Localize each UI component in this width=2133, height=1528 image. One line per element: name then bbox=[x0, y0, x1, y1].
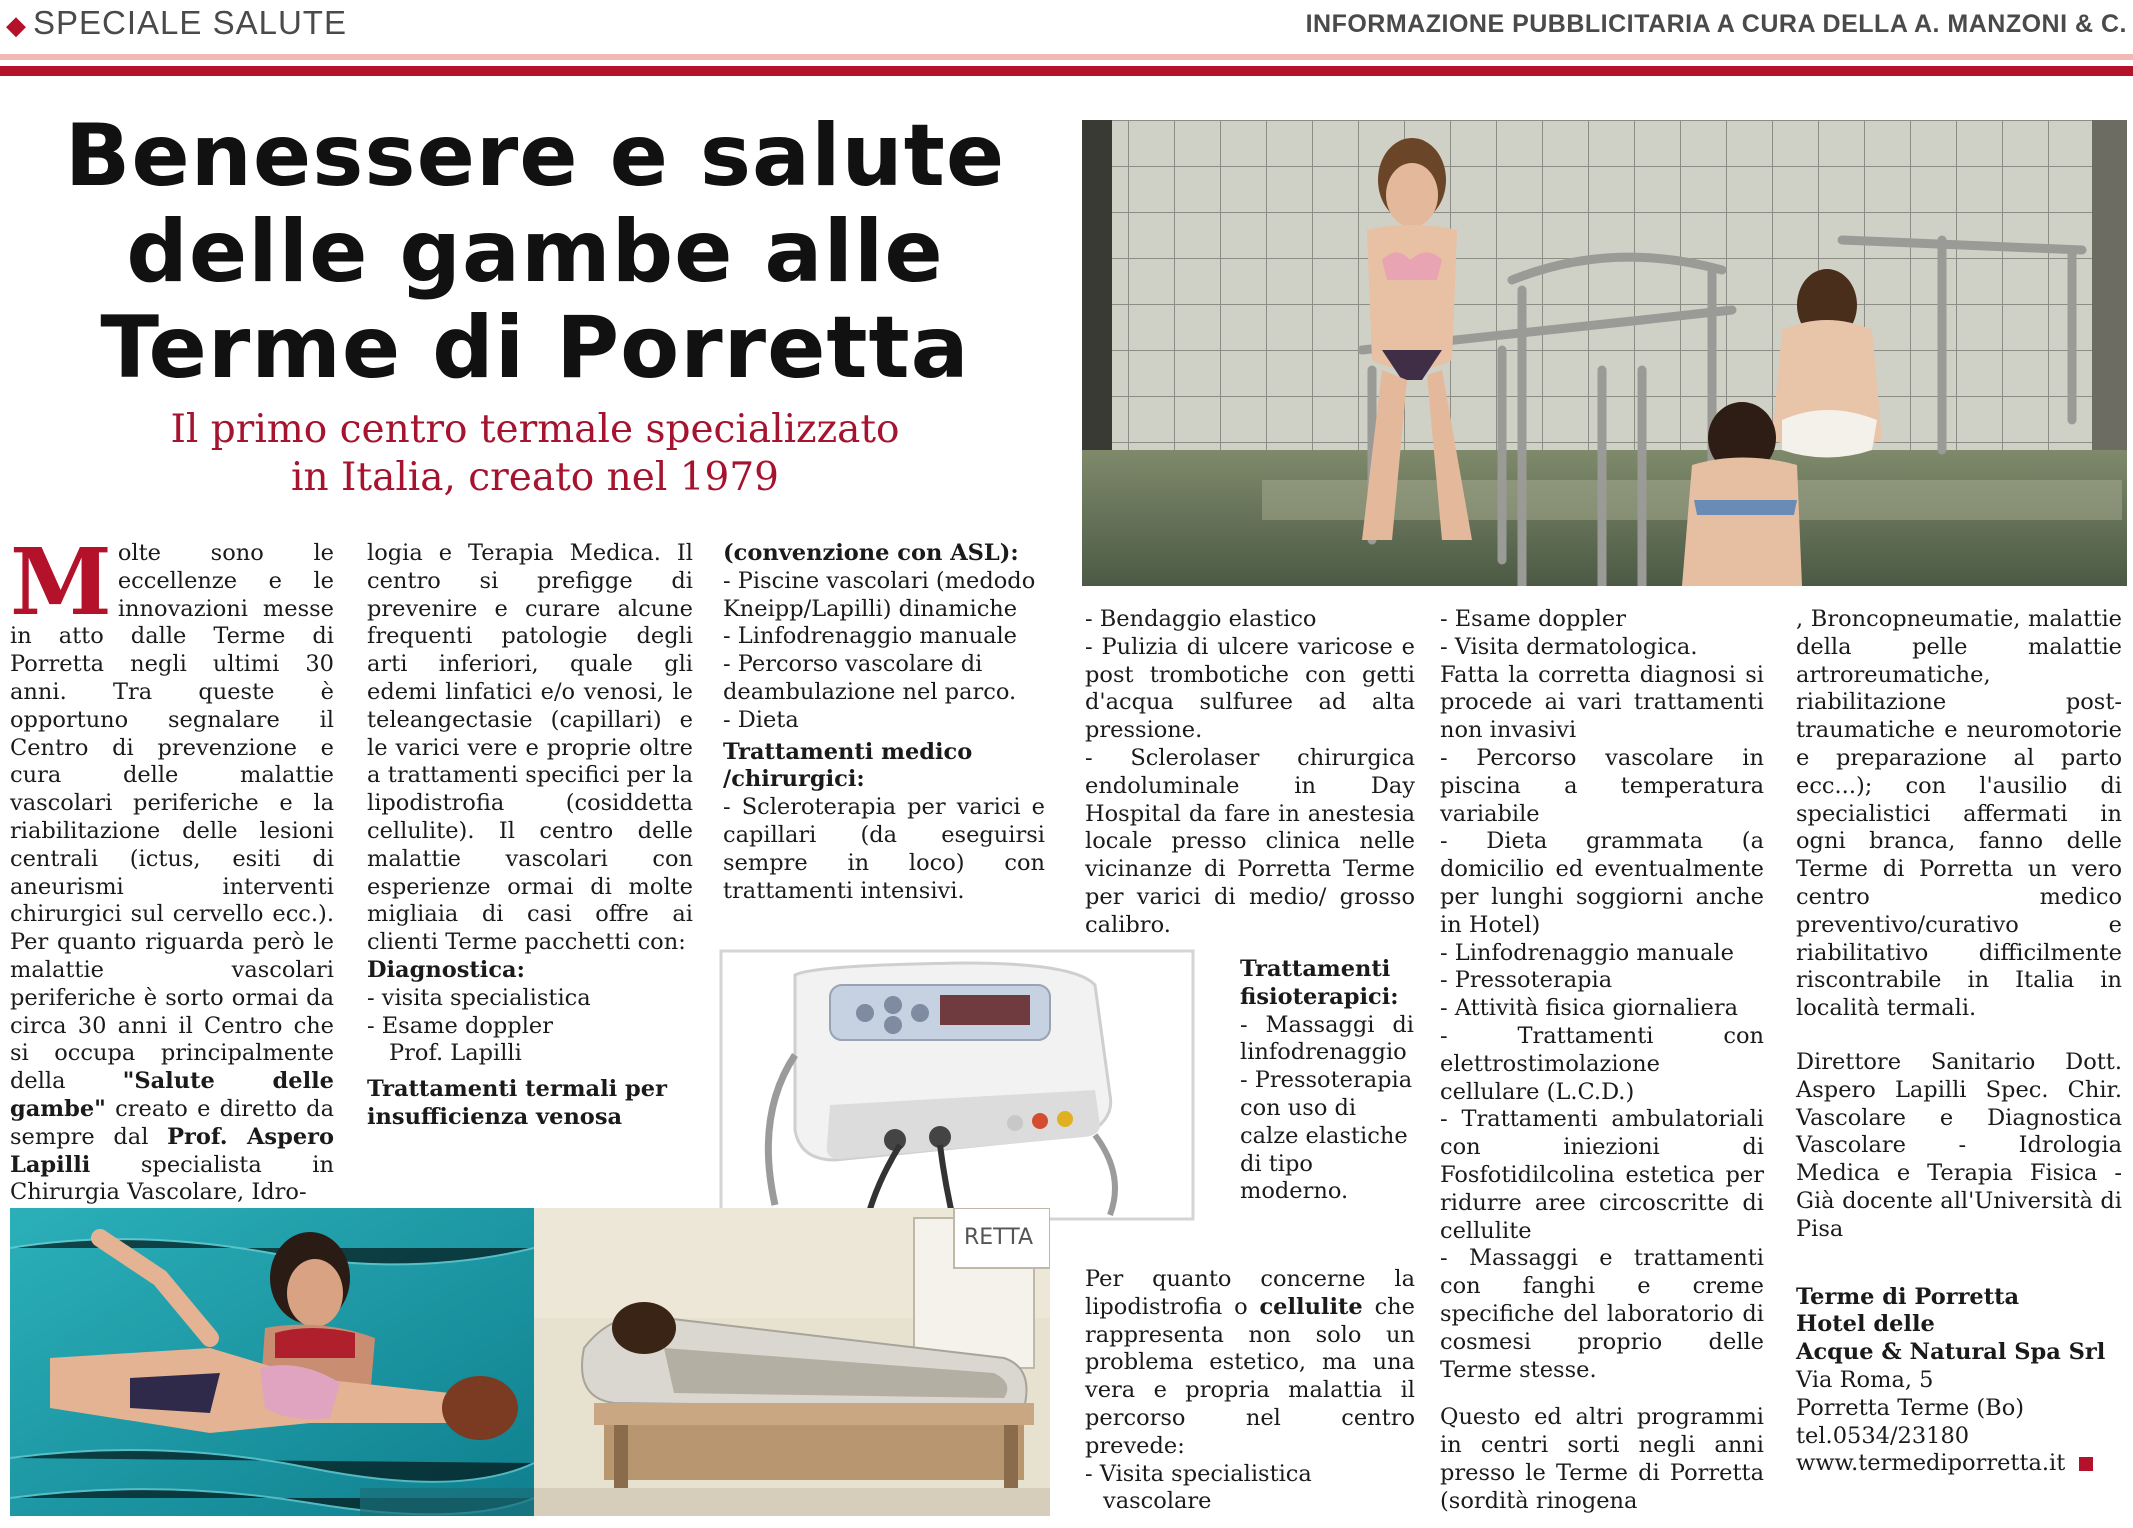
subheadline-line: in Italia, creato nel 1979 bbox=[291, 455, 779, 500]
section-label bbox=[6, 4, 347, 42]
list-item: - Bendaggio elastico bbox=[1085, 606, 1317, 632]
emphasis: "Salute delle gambe" bbox=[10, 1068, 334, 1122]
list-item: - Sclerolaser chirurgica endoluminale in Day Hospital da fare in anestesia locale presso clinica nelle vicinanze di Porretta Terme per varici di medio/ grosso calibro. bbox=[1085, 744, 1415, 938]
list-item: vascolare bbox=[1103, 1488, 1212, 1515]
header-rule-red bbox=[0, 66, 2133, 76]
body-text: Fatta la corretta diagnosi si procede ai vari trattamenti non invasivi bbox=[1440, 661, 1764, 744]
article-column-1 bbox=[10, 528, 334, 1207]
list-item: - Pressoterapia con uso di calze elastiche di tipo moderno. bbox=[1240, 1067, 1413, 1205]
advertorial-label: INFORMAZIONE PUBBLICITARIA A CURA DELLA A. MANZONI & C. bbox=[1305, 10, 2127, 38]
list-item: - Esame doppler bbox=[367, 1012, 553, 1039]
emphasis: cellulite bbox=[1259, 1293, 1363, 1320]
subheading: Trattamenti fisioterapici: bbox=[1240, 956, 1399, 1010]
list-item: - visita specialistica bbox=[367, 984, 591, 1011]
list-item: - Trattamenti con elettrostimolazione cellulare (L.C.D.) bbox=[1440, 1022, 1764, 1105]
device-photo bbox=[715, 945, 1205, 1227]
pool-therapy-photo bbox=[10, 1208, 534, 1516]
list-item: - Esame doppler bbox=[1440, 606, 1626, 632]
subheading: Diagnostica: bbox=[367, 956, 525, 983]
contact-block bbox=[1796, 1284, 2122, 1479]
subheading: Trattamenti termali per insufficienza venosa bbox=[367, 1076, 667, 1130]
fisio-block bbox=[1240, 956, 1414, 1206]
list-item: - Massaggi di linfodrenaggio bbox=[1240, 1011, 1414, 1066]
end-mark bbox=[2079, 1457, 2093, 1471]
subheadline bbox=[30, 406, 1040, 502]
list-item: - Linfodrenaggio manuale bbox=[1440, 939, 1734, 966]
list-item: - Pressoterapia bbox=[1440, 967, 1613, 994]
list-item: - Visita specialistica bbox=[1085, 1460, 1312, 1487]
mud-treatment-photo bbox=[534, 1208, 1050, 1516]
address: Via Roma, 5 bbox=[1796, 1366, 1934, 1393]
company-name: Terme di Porretta bbox=[1796, 1283, 2020, 1310]
list-item: - Linfodrenaggio manuale bbox=[723, 623, 1017, 650]
website-link[interactable]: www.termediporretta.it bbox=[1796, 1450, 2066, 1477]
header-rule-light bbox=[0, 54, 2133, 60]
body-text: creato e diretto da sempre dal bbox=[10, 1095, 334, 1150]
body-text: - Scleroterapia per varici e capillari (da eseguirsi sempre in loco) con trattamenti intensivi. bbox=[723, 794, 1045, 904]
director-credit: Direttore Sanitario Dott. Aspero Lapilli Spec. Chir. Vascolare e Diagnostica Vascolare - Idrologia Medica e Terapia Fisica - Già docente all'Università di Pisa bbox=[1796, 1048, 2122, 1242]
article-column-2 bbox=[367, 540, 693, 1132]
body-text: Questo ed altri programmi in centri sorti negli anni presso le Terme di Porretta (sordità rinogena bbox=[1440, 1404, 1764, 1514]
drop-cap: M bbox=[10, 528, 112, 636]
list-item: - Dieta bbox=[723, 706, 799, 733]
cellulite-block bbox=[1085, 1266, 1415, 1516]
list-item: - Percorso vascolare in piscina a temperatura variabile bbox=[1440, 744, 1764, 827]
body-text: che rappresenta non solo un problema estetico, ma una vera e propria malattia il percorso nel centro prevede: bbox=[1085, 1293, 1415, 1459]
list-item: - Percorso vascolare di deambulazione nel parco. bbox=[723, 651, 1017, 705]
author-name: Prof. Aspero Lapilli bbox=[10, 1123, 334, 1178]
intro-text: olte sono le eccellenze e le innovazioni messe in atto dalle Terme di Porretta negli ultimi 30 anni. Tra queste è opportuno segnalare il Centro di prevenzione e cura delle malattie vascolari periferiche e la riabilitazione delle lesioni centrali (ictus, esiti di aneurismi interventi chirurgici sul cervello ecc.). Per quanto riguarda però le malattie vascolari periferiche è sorto ormai da circa 30 anni il Centro che si occupa principalmente della bbox=[10, 540, 334, 1095]
article-column-5 bbox=[1440, 606, 1764, 1516]
subheading: (convenzione con ASL): bbox=[723, 540, 1019, 566]
body-text: logia e Terapia Medica. Il centro si prefigge di prevenire e curare alcune frequenti patologie degli arti inferiori, quale gli edemi linfatici e/o venosi, le teleangectasie (capillari) e le varici vere e proprie oltre a trattamenti specifici per la lipodistrofia (cosiddetta cellulite). Il centro delle malattie vascolari con esperienze ormai di molte migliaia di casi offre ai clienti Terme pacchetti con: bbox=[367, 540, 693, 956]
list-item: - Visita dermatologica. bbox=[1440, 633, 1698, 660]
list-item: - Piscine vascolari (medodo Kneipp/Lapilli) dinamiche bbox=[723, 567, 1036, 622]
list-item: - Dieta grammata (a domicilio ed eventualmente per lunghi soggiorni anche in Hotel) bbox=[1440, 828, 1764, 938]
phone: tel.0534/23180 bbox=[1796, 1422, 1970, 1449]
list-item: Prof. Lapilli bbox=[389, 1040, 522, 1067]
body-text: Per quanto concerne la lipodistrofia o bbox=[1085, 1266, 1415, 1320]
headline-line: Terme di Porretta bbox=[100, 298, 970, 398]
company-name: Hotel delle bbox=[1796, 1311, 1935, 1338]
body-text: , Broncopneumatie, malattie della pelle malattie artroreumatiche, riabilitazione post-traumatiche e neuromotorie e preparazione al parto ecc...); con l'ausilio di specialistici affermati in ogni branca, fanno delle Terme di Porretta un vero centro medico preventivo/curativo e riabilitativo difficilmente riscontrabile in Italia in località termali. bbox=[1796, 606, 2122, 1022]
list-item: - Attività fisica giornaliera bbox=[1440, 995, 1739, 1022]
headline-line: Benessere e salute bbox=[64, 106, 1006, 206]
diamond-icon: ◆ bbox=[6, 10, 27, 40]
pool-photo bbox=[1082, 120, 2127, 586]
article-column-4 bbox=[1085, 606, 1415, 940]
section-title: SPECIALE SALUTE bbox=[33, 4, 347, 41]
article-column-3 bbox=[723, 540, 1045, 905]
article-column-6 bbox=[1796, 606, 2122, 1478]
headline bbox=[30, 108, 1040, 396]
company-name: Acque & Natural Spa Srl bbox=[1796, 1339, 2106, 1366]
headline-line: delle gambe alle bbox=[126, 202, 944, 302]
city: Porretta Terme (Bo) bbox=[1796, 1394, 2025, 1421]
subheading: Trattamenti medico /chirurgici: bbox=[723, 738, 973, 793]
subheadline-line: Il primo centro termale specializzato bbox=[170, 407, 900, 452]
list-item: - Massaggi e trattamenti con fanghi e creme specifiche del laboratorio di cosmesi proprio delle Terme stesse. bbox=[1440, 1245, 1764, 1383]
body-text: specialista in Chirurgia Vascolare, Idro- bbox=[10, 1151, 334, 1206]
wall-sign: RETTA bbox=[964, 1225, 1034, 1250]
list-item: - Trattamenti ambulatoriali con iniezioni di Fosfotidilcolina estetica per ridurre aree circoscritte di cellulite bbox=[1440, 1106, 1764, 1244]
list-item: - Pulizia di ulcere varicose e post trombotiche con getti d'acqua sulfuree ad alta pressione. bbox=[1085, 633, 1415, 744]
